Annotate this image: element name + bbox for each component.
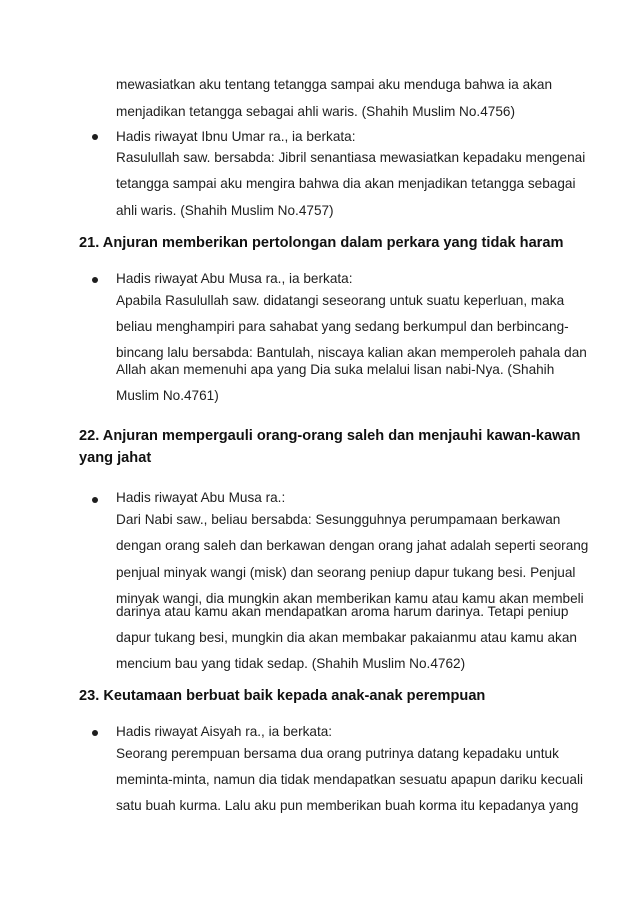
hadith-line: ahli waris. (Shahih Muslim No.4757) xyxy=(116,203,334,218)
hadith-title: Hadis riwayat Ibnu Umar ra., ia berkata: xyxy=(116,129,356,144)
hadith-line: tetangga sampai aku mengira bahwa dia akan menjadikan tetangga sebagai xyxy=(116,176,576,191)
hadith-line: dapur tukang besi, mungkin dia akan membakar pakaianmu atau kamu akan xyxy=(116,630,577,645)
section-23-heading: 23. Keutamaan berbuat baik kepada anak-anak perempuan xyxy=(79,688,486,704)
hadith-line: Muslim No.4761) xyxy=(116,388,219,403)
bullet-icon xyxy=(92,730,98,736)
hadith-line: meminta-minta, namun dia tidak mendapatkan sesuatu apapun dariku kecuali xyxy=(116,772,583,787)
hadith-line: Rasulullah saw. bersabda: Jibril senantiasa mewasiatkan kepadaku mengenai xyxy=(116,150,586,165)
hadith-line: penjual minyak wangi (misk) dan seorang peniup dapur tukang besi. Penjual xyxy=(116,565,576,580)
section-22-heading: 22. Anjuran mempergauli orang-orang saleh dan menjauhi kawan-kawan xyxy=(79,428,581,444)
hadith-line: dengan orang saleh dan berkawan dengan orang jahat adalah seperti seorang xyxy=(116,538,589,553)
hadith-title: Hadis riwayat Abu Musa ra., ia berkata: xyxy=(116,271,353,286)
continuation-line: menjadikan tetangga sebagai ahli waris. (Shahih Muslim No.4756) xyxy=(116,104,515,119)
hadith-line: Allah akan memenuhi apa yang Dia suka melalui lisan nabi-Nya. (Shahih xyxy=(116,362,555,377)
bullet-icon xyxy=(92,277,98,283)
bullet-icon xyxy=(92,134,98,140)
hadith-line: Seorang perempuan bersama dua orang putrinya datang kepadaku untuk xyxy=(116,746,559,761)
bullet-icon xyxy=(92,497,98,503)
section-21-heading: 21. Anjuran memberikan pertolongan dalam perkara yang tidak haram xyxy=(79,235,564,251)
hadith-line: minyak wangi, dia mungkin akan memberikan kamu atau kamu akan membeli xyxy=(116,591,584,606)
hadith-line: darinya atau kamu akan mendapatkan aroma harum darinya. Tetapi peniup xyxy=(116,604,569,619)
section-22-heading: yang jahat xyxy=(79,450,152,466)
hadith-line: Dari Nabi saw., beliau bersabda: Sesungguhnya perumpamaan berkawan xyxy=(116,512,561,527)
hadith-line: satu buah kurma. Lalu aku pun memberikan buah korma itu kepadanya yang xyxy=(116,798,579,813)
hadith-title: Hadis riwayat Aisyah ra., ia berkata: xyxy=(116,724,333,739)
hadith-line: Apabila Rasulullah saw. didatangi seseorang untuk suatu keperluan, maka xyxy=(116,293,565,308)
hadith-line: mencium bau yang tidak sedap. (Shahih Muslim No.4762) xyxy=(116,656,466,671)
continuation-line: mewasiatkan aku tentang tetangga sampai aku menduga bahwa ia akan xyxy=(116,77,553,92)
hadith-title: Hadis riwayat Abu Musa ra.: xyxy=(116,490,286,505)
hadith-line: beliau menghampiri para sahabat yang sedang berkumpul dan berbincang- xyxy=(116,319,569,334)
hadith-line: bincang lalu bersabda: Bantulah, niscaya kalian akan memperoleh pahala dan xyxy=(116,345,587,360)
